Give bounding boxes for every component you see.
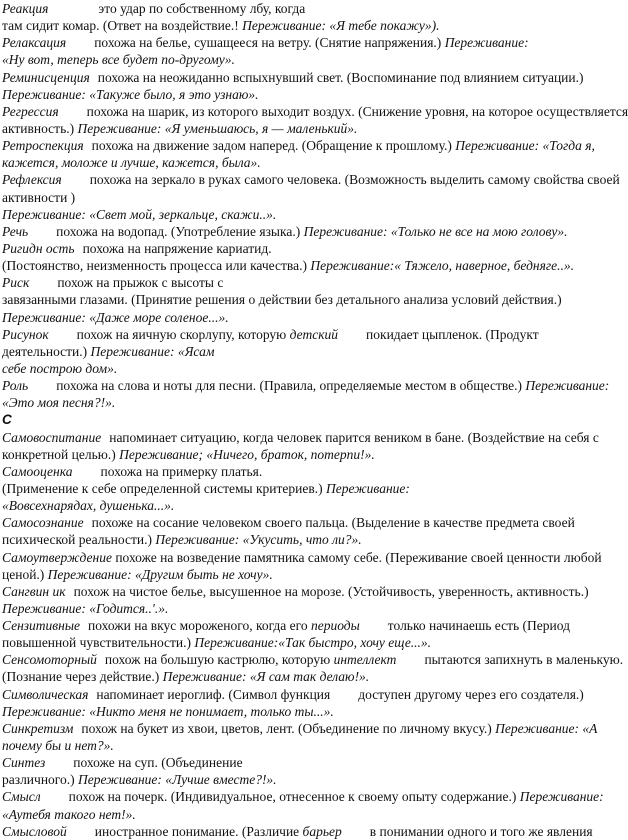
italic-run: Рисунок xyxy=(2,326,49,342)
italic-run: Переживание: «Я уменьшаюсь, я — маленький». xyxy=(77,120,358,136)
italic-run: Релаксация xyxy=(2,35,67,51)
italic-run: Переживание: «Я сам так делаю!». xyxy=(162,669,370,685)
text-line xyxy=(2,514,612,531)
text-line xyxy=(2,86,612,103)
italic-run: Переживание: «Я тебе покажу»). xyxy=(242,18,440,34)
text-run: похожа на белье, сушащееся на ветру. (Снятие напряжения.) xyxy=(94,35,445,51)
text-line xyxy=(2,377,612,394)
text-line xyxy=(2,531,612,548)
italic-run: Сензитивные xyxy=(2,618,80,634)
italic-run: Переживание:«Так быстро, хочу еще...». xyxy=(194,635,432,651)
text-line xyxy=(2,754,612,771)
text-line xyxy=(2,34,612,51)
text-line xyxy=(2,583,612,600)
text-run: (Применение к себе определенной системы критериев.) xyxy=(2,480,326,496)
italic-run: Переживание: «Годится..'.». xyxy=(2,600,169,616)
text-run: похож на прыжок с высоты с xyxy=(57,275,224,291)
text-run: похоже на возведение памятника самому себе. (Переживание своей ценности любой xyxy=(111,549,602,565)
text-line xyxy=(2,0,612,17)
text-run: похож на большую кастрюлю, которую xyxy=(104,652,334,668)
italic-run: Переживание: «Никто меня не понимает, только ты...». xyxy=(2,703,334,719)
text-line xyxy=(2,51,612,68)
text-run: завязанными глазами. (Принятие решения о действии без детального анализа условий действия.) xyxy=(2,292,562,308)
text-line xyxy=(2,240,612,257)
text-run: активность.) xyxy=(2,120,78,136)
text-run: (Постоянство, неизменность процесса или качества.) xyxy=(2,258,311,274)
text-line xyxy=(2,429,612,446)
text-line xyxy=(2,291,612,308)
text-run: в понимании одного и того же явления xyxy=(369,823,593,839)
italic-run: Регрессия xyxy=(2,103,59,119)
italic-run: Переживание:« Тяжело, наверное, бедняге..». xyxy=(310,258,575,274)
text-line xyxy=(2,120,612,137)
text-run: различного.) xyxy=(2,772,78,788)
text-line xyxy=(2,686,612,703)
italic-run: Речь xyxy=(2,223,29,239)
text-line xyxy=(2,788,612,805)
text-line xyxy=(2,823,612,840)
text-line xyxy=(2,103,628,120)
text-line xyxy=(2,206,612,223)
text-run: психической реальности.) xyxy=(2,532,156,548)
italic-run: Переживание: «Укусить, что ли?». xyxy=(155,532,362,548)
italic-run: Переживание: «Ясам xyxy=(90,343,215,359)
text-line xyxy=(2,617,612,634)
italic-run: Самосознание xyxy=(2,515,84,531)
text-run: похожа на движение задом наперед. (Обращение к прошлому.) xyxy=(91,138,456,154)
italic-run: «Это моя песня?!». xyxy=(2,395,116,411)
text-line xyxy=(2,69,612,86)
text-run: повышенной чувствительности.) xyxy=(2,635,195,651)
text-run: похож на букет из хвои, цветов, лент. (Объединение по личному вкусу.) xyxy=(81,720,496,736)
text-line xyxy=(2,343,612,360)
text-run: похожа на шарик, из которого выходит воздух. (Снижение уровня, на которое осуществляется xyxy=(86,103,628,119)
text-run: похожа на примерку платья. xyxy=(100,463,263,479)
italic-run: Переживание: «Другим быть не хочу». xyxy=(47,566,273,582)
italic-run: Реминисценция xyxy=(2,69,90,85)
text-line xyxy=(2,411,612,428)
section-letter: С xyxy=(2,412,12,428)
italic-run: Рефлексия xyxy=(2,172,62,188)
text-run: похожа на напряжение кариатид. xyxy=(82,240,272,256)
italic-run: Риск xyxy=(2,275,30,291)
text-line xyxy=(2,360,612,377)
text-run: похожи на вкус мороженого, когда его xyxy=(88,618,311,634)
text-run: похоже на суп. (Объединение xyxy=(73,755,243,771)
text-run: покидает цыпленок. (Продукт xyxy=(366,326,539,342)
italic-run: Переживание: «Даже море соленое...». xyxy=(2,309,229,325)
text-line xyxy=(2,137,612,154)
italic-run: Переживание: «Тогда я, xyxy=(455,138,595,154)
italic-run: Синкретизм xyxy=(2,720,74,736)
text-run: активности ) xyxy=(2,189,76,205)
text-run: иностранное понимание. (Различие xyxy=(94,823,303,839)
text-line xyxy=(2,326,612,343)
text-line xyxy=(2,566,612,583)
text-run: похоже на сосание человеком своего пальца. (Выделение в качестве предмета своей xyxy=(91,515,575,531)
italic-run: интеллект xyxy=(333,652,397,668)
italic-run: себе построю дом». xyxy=(2,360,118,376)
text-line xyxy=(2,497,612,514)
text-run: похожа на слова и ноты для песни. (Правила, определяемые местом в обществе.) xyxy=(56,378,526,394)
italic-run: кажется, моложе и лучше, кажется, была». xyxy=(2,155,261,171)
text-line xyxy=(2,806,612,823)
italic-run: Переживание; «Ничего, браток, потерпи!». xyxy=(119,446,375,462)
text-line xyxy=(2,223,612,240)
text-run: конкретной целью.) xyxy=(2,446,120,462)
italic-run: Ретроспекция xyxy=(2,138,84,154)
italic-run: Переживание: xyxy=(325,480,410,496)
italic-run: Переживание: «Только не все на мою голову». xyxy=(303,223,568,239)
italic-run: детский xyxy=(289,326,339,342)
italic-run: Переживание: «Такуже было, я это узнаю». xyxy=(2,86,259,102)
italic-run: Смысл xyxy=(2,789,41,805)
italic-run: Ригидн ость xyxy=(2,240,75,256)
text-line xyxy=(2,771,612,788)
italic-run: Переживание: xyxy=(519,789,604,805)
text-run: похож на почерк. (Индивидуальное, отнесенное к своему опыту содержание.) xyxy=(68,789,520,805)
italic-run: «Ну вот, теперь все будет по-другому». xyxy=(2,52,235,68)
text-line xyxy=(2,154,612,171)
text-line xyxy=(2,17,612,34)
italic-run: Переживание: xyxy=(444,35,529,51)
text-run: ценой.) xyxy=(2,566,48,582)
text-line xyxy=(2,171,620,188)
italic-run: Переживание: xyxy=(525,378,610,394)
text-line xyxy=(2,600,612,617)
text-run: похож на чистое белье, высушенное на морозе. (Устойчивость, уверенность, активность.) xyxy=(73,583,589,599)
italic-run: Переживание: «Свет мой, зеркальце, скажи..». xyxy=(2,206,277,222)
text-run: похожа на зеркало в руках самого человека. (Возможность выделить самому свойства своей xyxy=(89,172,620,188)
text-run: похожа на водопад. (Употребление языка.) xyxy=(56,223,304,239)
text-line xyxy=(2,703,612,720)
text-line xyxy=(2,634,612,651)
text-line xyxy=(2,480,612,497)
italic-run: Переживание: «Лучше вместе?!». xyxy=(78,772,277,788)
text-line xyxy=(2,189,612,206)
text-line xyxy=(2,274,612,291)
italic-run: Самоутверждение xyxy=(2,549,112,565)
italic-run: Символическая xyxy=(2,686,89,702)
text-line xyxy=(2,737,612,754)
italic-run: Роль xyxy=(2,378,29,394)
text-line xyxy=(2,463,612,480)
italic-run: Сенсомоторный xyxy=(2,652,97,668)
italic-run: «Вовсехнарядах, душенька...». xyxy=(2,498,175,514)
italic-run: Переживание: «А xyxy=(495,720,598,736)
italic-run: барьер xyxy=(302,823,342,839)
text-run: деятельности.) xyxy=(2,343,91,359)
italic-run: Самооценка xyxy=(2,463,73,479)
text-run: пытаются запихнуть в маленькую. xyxy=(424,652,624,668)
italic-run: «Аутебя такого нет!». xyxy=(2,806,136,822)
text-run: (Познание через действие.) xyxy=(2,669,163,685)
italic-run: периоды xyxy=(310,618,360,634)
text-line xyxy=(2,257,612,274)
italic-run: почему бы и нет?». xyxy=(2,738,114,754)
text-line xyxy=(2,549,612,566)
text-run: доступен другому через его создателя.) xyxy=(358,686,584,702)
text-run: похожа на неожиданно вспыхнувший свет. (Воспоминание под влиянием ситуации.) xyxy=(97,69,584,85)
text-run: это удар по собственному лбу, когда xyxy=(98,1,306,16)
text-line xyxy=(2,309,612,326)
text-run: напоминает ситуацию, когда человек парится веником в бане. (Воздействие на себя с xyxy=(109,429,599,445)
italic-run: Синтез xyxy=(2,755,46,771)
text-run: только начинаешь есть (Период xyxy=(387,618,570,634)
text-line xyxy=(2,720,612,737)
text-run: там сидит комар. (Ответ на воздействие.! xyxy=(2,18,243,34)
text-run: похож на яичную скорлупу, которую xyxy=(76,326,290,342)
italic-run: Сангвин ик xyxy=(2,583,66,599)
text-line xyxy=(2,651,624,668)
text-line xyxy=(2,668,612,685)
text-line xyxy=(2,394,612,411)
text-run: напоминает иероглиф. (Символ функция xyxy=(96,686,331,702)
italic-run: Самовоспитание xyxy=(2,429,102,445)
italic-run: Реакция xyxy=(2,1,49,16)
text-line xyxy=(2,446,612,463)
italic-run: Смысловой xyxy=(2,823,67,839)
